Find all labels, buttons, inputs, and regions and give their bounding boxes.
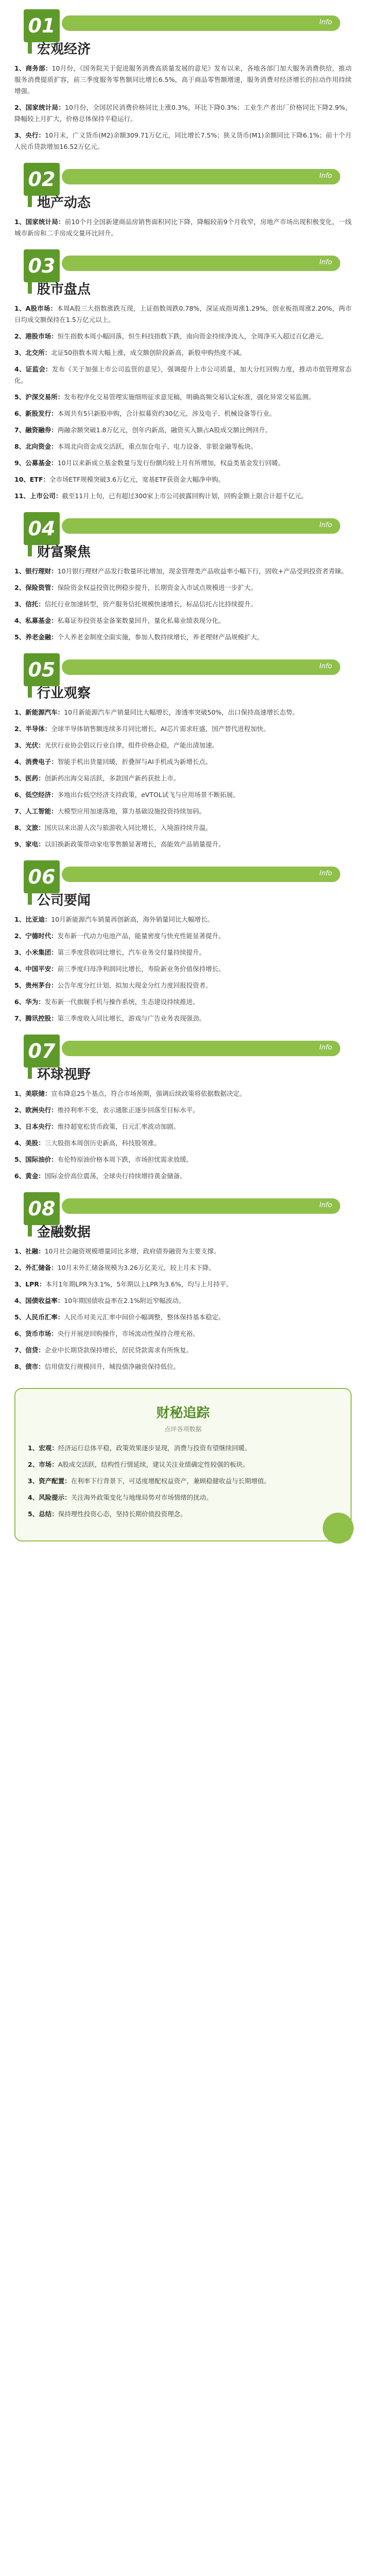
news-item — [14, 347, 352, 359]
news-item-text: 两融余额突破1.8万亿元，创年内新高，融资买入额占A股成交额比例回升。 — [57, 426, 272, 434]
section-05 — [0, 648, 366, 850]
news-item-head: 10、ETF： — [14, 476, 49, 483]
news-item-text: 第三季度营收同比增长，汽车业务交付量持续提升。 — [57, 948, 206, 956]
news-item-head: 9、公募基金： — [14, 459, 58, 467]
news-item-text: 大模型应用加速落地，算力基础设施投资持续加码。 — [57, 807, 206, 815]
news-item-head: 9、家电： — [14, 840, 45, 848]
footer-item-text: 经济运行总体平稳，政策效果逐步显现，消费与投资有望继续回暖。 — [58, 1444, 251, 1452]
news-item-text: 恒生指数本周小幅回落，恒生科技指数下跌，南向资金持续净流入，全周净买入超过百亿港元。 — [57, 332, 328, 340]
section-items — [14, 207, 352, 239]
news-item — [14, 806, 352, 817]
title-marker — [28, 686, 32, 698]
section-banner — [62, 15, 340, 31]
section-02 — [0, 158, 366, 239]
section-07 — [0, 1029, 366, 1182]
news-item-text: 宣布降息25个基点，符合市场预期，强调后续政策将依据数据决定。 — [51, 1090, 246, 1097]
news-item-text: 信用债发行规模回升，城投债净融资保持低位。 — [44, 1363, 180, 1370]
news-item-head: 3、央行： — [14, 131, 45, 139]
section-01 — [0, 4, 366, 152]
section-title — [28, 544, 91, 560]
section-header — [14, 507, 352, 560]
news-item — [14, 599, 352, 610]
news-item — [14, 1312, 352, 1323]
news-item — [14, 303, 352, 326]
news-item-text: 信托行业加速转型，资产服务信托规模快速增长，标品信托占比持续提升。 — [44, 600, 257, 608]
news-item — [14, 723, 352, 735]
section-tag: Info — [319, 1201, 332, 1209]
section-banner — [62, 169, 340, 184]
news-item-head: 3、信托： — [14, 600, 45, 608]
news-item — [14, 1361, 352, 1372]
news-item-head: 7、人工智能： — [14, 807, 58, 815]
news-item-text: 本月1年期LPR为3.1%，5年期以上LPR为3.6%，均与上月持平。 — [45, 1280, 233, 1288]
section-title-text: 金融数据 — [37, 1224, 91, 1240]
news-item-head: 2、国家统计局： — [14, 104, 65, 111]
news-item — [14, 130, 352, 152]
news-item-text: 发布新一代动力电池产品，能量密度与快充性能显著提升。 — [57, 932, 225, 940]
news-item-text: 央行开展逆回购操作，市场流动性保持合理充裕。 — [57, 1330, 199, 1337]
news-item-head: 2、欧洲央行： — [14, 1106, 58, 1114]
news-item-head: 3、小米集团： — [14, 948, 58, 956]
news-item-text: 个人养老金制度全面实施，参加人数持续增长，养老理财产品规模扩大。 — [57, 633, 264, 641]
section-tag: Info — [319, 870, 332, 877]
news-item-text: 以旧换新政策带动家电零售额显著增长，高能效产品销量提升。 — [44, 840, 225, 848]
section-title-text: 行业观察 — [37, 685, 91, 701]
title-marker — [28, 282, 32, 294]
footer-item-text: 关注海外政策变化与地缘局势对市场情绪的扰动。 — [71, 1494, 213, 1501]
news-item-head: 2、港股市场： — [14, 332, 58, 340]
section-header — [14, 4, 352, 57]
news-item-text: 全球半导体销售额连续多月同比增长，AI芯片需求旺盛，国产替代进程加快。 — [51, 725, 270, 733]
section-title-text: 股市盘点 — [37, 281, 91, 297]
news-item-head: 4、消费电子： — [14, 758, 58, 766]
footer-badge-decoration — [323, 1513, 354, 1544]
news-item — [14, 740, 352, 751]
news-item — [14, 582, 352, 594]
news-item-head: 1、美联储： — [14, 1090, 51, 1097]
news-item-text: 智能手机出货量回暖，折叠屏与AI手机成为新增长点。 — [57, 758, 212, 766]
news-item-head: 1、银行理财： — [14, 567, 58, 575]
news-item-head: 4、证监会： — [14, 365, 52, 373]
news-item-head: 5、医药： — [14, 774, 45, 782]
footer-title: 财秘追踪 — [156, 1405, 210, 1421]
section-items — [14, 905, 352, 1024]
news-item-text: 10月以来新成立基金数量与发行份额均较上月有所增加，权益类基金发行回暖。 — [57, 459, 285, 467]
news-item — [14, 1138, 352, 1149]
news-item-head: 1、A股市场： — [14, 304, 57, 312]
news-item-head: 8、债市： — [14, 1363, 45, 1370]
news-item-text: 国际金价高位震荡，全球央行持续增持黄金储备。 — [44, 1172, 186, 1180]
section-banner — [62, 659, 340, 675]
news-item — [14, 1088, 352, 1099]
news-item — [14, 996, 352, 1008]
title-marker — [28, 893, 32, 905]
footer-item-text: 在利率下行背景下，可适度增配权益资产，兼顾稳健收益与长期增值。 — [71, 1477, 271, 1485]
section-items — [14, 1079, 352, 1182]
news-item-text: 发布程序化交易管理实施细则征求意见稿，明确高频交易认定标准，强化异常交易监测。 — [64, 393, 315, 401]
news-item — [14, 773, 352, 784]
footer-subtitle: 点评各项数据 — [164, 1426, 202, 1433]
news-item — [14, 1154, 352, 1165]
section-tag: Info — [319, 19, 332, 26]
news-item — [14, 63, 352, 97]
section-number: 01 — [24, 9, 60, 42]
footer-item-text: 保持理性投资心态，坚持长期价值投资理念。 — [58, 1510, 187, 1518]
news-item-head: 1、商务部： — [14, 64, 52, 72]
news-item-text: 10月新能源汽车产销量同比大幅增长，渗透率突破50%，出口保持高速增长态势。 — [64, 708, 299, 716]
news-item-head: 1、比亚迪： — [14, 916, 51, 923]
news-item-text: 发布新一代旗舰手机与操作系统，生态建设持续推进。 — [44, 998, 199, 1006]
news-item-head: 7、融资融券： — [14, 426, 58, 434]
section-number: 03 — [24, 249, 60, 282]
section-title — [28, 1224, 91, 1240]
news-item-head: 2、半导体： — [14, 725, 51, 733]
news-item-head: 5、养老金融： — [14, 633, 58, 641]
section-06 — [0, 855, 366, 1024]
news-item-text: 保险资金权益投资比例稳步提升，长期资金入市试点规模进一步扩大。 — [57, 584, 257, 591]
news-item — [14, 474, 352, 485]
news-item-head: 4、美股： — [14, 1139, 45, 1147]
section-tag: Info — [319, 172, 332, 180]
section-tag: Info — [319, 663, 332, 670]
footer-item-head: 4、风险提示： — [28, 1494, 71, 1501]
news-item-head: 3、日本央行： — [14, 1123, 58, 1130]
title-marker — [28, 1067, 32, 1079]
news-item-head: 2、外汇储备： — [14, 1264, 58, 1272]
news-item-text: 布伦特原油价格本周下跌，市场担忧需求放缓。 — [57, 1156, 193, 1163]
section-title-text: 环球视野 — [37, 1066, 91, 1082]
section-number: 08 — [24, 1192, 60, 1225]
news-item — [14, 1013, 352, 1024]
news-item-text: 维持超宽松货币政策，日元汇率波动加剧。 — [57, 1123, 180, 1130]
section-title — [28, 195, 91, 211]
news-item — [14, 490, 352, 502]
news-item — [14, 822, 352, 834]
news-item — [14, 457, 352, 469]
section-items — [14, 556, 352, 643]
news-item-head: 4、国债收益率： — [14, 1297, 64, 1304]
news-item-text: 10月新能源汽车销量再创新高，海外销量同比大幅增长。 — [51, 916, 214, 923]
section-title-text: 公司要闻 — [37, 892, 91, 908]
section-number: 07 — [24, 1035, 60, 1067]
news-item-head: 1、国家统计局： — [14, 218, 65, 226]
section-banner — [62, 256, 340, 271]
footer-item — [28, 1443, 338, 1454]
news-item-head: 4、私募基金： — [14, 617, 58, 624]
section-number: 02 — [24, 163, 60, 196]
news-item — [14, 216, 352, 239]
news-item-text: 10月末，广义货币(M2)余额309.71万亿元，同比增长7.5%；狭义货币(M1)余额同比下降6.1%；前十个月人民币贷款增加16.52万亿元。 — [14, 131, 352, 150]
news-item-head: 2、保险资管： — [14, 584, 58, 591]
news-item-text: 前三季度归母净利润同比增长，寿险新业务价值保持增长。 — [57, 965, 225, 973]
section-title — [28, 1066, 91, 1082]
news-item-text: 北证50指数本周大幅上涨，成交额创阶段新高，新股申购热度不减。 — [51, 349, 246, 357]
section-header — [14, 244, 352, 297]
footer-item-head: 1、宏观： — [28, 1444, 58, 1452]
news-item-text: 本周北向资金成交活跃，重点加仓电子、电力设备、非银金融等板块。 — [57, 443, 257, 450]
section-number: 06 — [24, 860, 60, 893]
section-tag: Info — [319, 521, 332, 529]
news-item-head: 8、北向资金： — [14, 443, 58, 450]
news-item-head: 1、社融： — [14, 1247, 45, 1255]
news-item — [14, 632, 352, 643]
news-item — [14, 615, 352, 626]
news-item — [14, 839, 352, 850]
news-item-head: 6、新股发行： — [14, 410, 58, 417]
news-item — [14, 102, 352, 125]
news-item — [14, 914, 352, 925]
news-item-text: 企业中长期贷款保持增长，居民贷款需求有所恢复。 — [44, 1346, 193, 1354]
news-item-head: 1、新能源汽车： — [14, 708, 64, 716]
sections-container — [0, 4, 366, 1372]
news-item — [14, 947, 352, 958]
news-item-text: 截至11月上旬，已有超过300家上市公司披露回购计划，回购金额上限合计超千亿元。 — [62, 492, 308, 500]
news-item — [14, 756, 352, 768]
section-header — [14, 1187, 352, 1240]
news-item-text: 10月份，《国务院关于促进服务消费高质量发展的意见》发布以来，各地各部门加大服务消费供给，推动服务消费提质扩容，前三季度服务零售额同比增长6.5%，高于商品零售额增速，服务消费对经济增长的拉动作用持续增强。 — [14, 64, 352, 95]
news-item-head: 2、宁德时代： — [14, 932, 58, 940]
news-item — [14, 1279, 352, 1290]
news-item — [14, 1345, 352, 1356]
news-item-text: 前10个月全国新建商品房销售面积同比下降，降幅较前9个月收窄，房地产市场出现积极变化，一线城市新房和二手房成交量环比回升。 — [14, 218, 352, 237]
title-marker — [28, 196, 32, 207]
news-item-text: 私募证券投资基金备案数量回升，量化私募业绩表现分化。 — [57, 617, 225, 624]
section-03 — [0, 244, 366, 502]
news-item-text: 10月份，全国居民消费价格同比上涨0.3%，环比下降0.3%；工业生产者出厂价格同比下降2.9%，降幅较上月扩大，价格总体保持平稳运行。 — [14, 104, 352, 123]
news-item-text: 10年期国债收益率在2.1%附近窄幅波动。 — [64, 1297, 185, 1304]
news-item — [14, 1295, 352, 1307]
news-item-text: 10月银行理财产品发行数量环比增加，现金管理类产品收益率小幅下行，固收+产品受到投资者青睐。 — [57, 567, 348, 575]
section-number: 05 — [24, 653, 60, 686]
news-item — [14, 364, 352, 386]
news-item — [14, 1105, 352, 1116]
section-title-text: 财富聚焦 — [37, 544, 91, 560]
news-item-head: 5、人民币汇率： — [14, 1313, 64, 1321]
section-banner — [62, 867, 340, 882]
news-item-head: 11、上市公司： — [14, 492, 62, 500]
news-item-text: 全市场ETF规模突破3.6万亿元，宽基ETF获资金大幅净申购。 — [49, 476, 225, 483]
section-tag: Info — [319, 1044, 332, 1052]
news-item-head: 7、腾讯控股： — [14, 1014, 58, 1022]
footer-item-head: 5、总结： — [28, 1510, 58, 1518]
news-item-text: 三大股指本周创历史新高，科技股领涨。 — [44, 1139, 161, 1147]
news-item-text: 维持利率不变，表示通胀正逐步回落至目标水平。 — [57, 1106, 199, 1114]
news-item-head: 7、信贷： — [14, 1346, 45, 1354]
news-item-text: 创新药出海交易活跃，多款国产新药获批上市。 — [44, 774, 180, 782]
news-item — [14, 331, 352, 342]
section-header — [14, 648, 352, 701]
section-08 — [0, 1187, 366, 1372]
footer-item-head: 2、市场： — [28, 1461, 58, 1468]
news-item-text: 人民币对美元汇率中间价小幅调整，整体保持基本稳定。 — [64, 1313, 225, 1321]
section-title — [28, 41, 91, 57]
section-banner — [62, 518, 340, 534]
news-item-text: 10月社会融资规模增量同比多增，政府债券融资为主要支撑。 — [44, 1247, 220, 1255]
section-title — [28, 892, 91, 908]
news-item — [14, 963, 352, 975]
news-item-head: 3、LPR： — [14, 1280, 46, 1288]
footer-panel — [14, 1388, 352, 1541]
news-item — [14, 566, 352, 577]
section-title-text: 宏观经济 — [37, 41, 91, 57]
news-item-head: 6、低空经济： — [14, 791, 58, 799]
news-item — [14, 392, 352, 403]
news-item-head: 5、沪深交易所： — [14, 393, 64, 401]
title-marker — [28, 42, 32, 54]
section-banner — [62, 1041, 340, 1056]
section-header — [14, 158, 352, 211]
news-item — [14, 1328, 352, 1340]
news-item-head: 3、光伏： — [14, 741, 45, 749]
footer-item-text: A股成交活跃，结构性行情延续，建议关注业绩确定性较强的板块。 — [58, 1461, 249, 1468]
news-item-head: 6、黄金： — [14, 1172, 45, 1180]
footer-item — [28, 1476, 338, 1487]
news-item — [14, 1121, 352, 1132]
news-item-text: 公告年度分红计划，拟加大现金分红力度回报投资者。 — [57, 981, 212, 989]
news-item-text: 本周A股三大指数涨跌互现，上证指数周跌0.78%，深证成指周涨1.29%，创业板指周涨2.20%，两市日均成交额保持在1.5万亿元以上。 — [14, 304, 352, 324]
news-item — [14, 930, 352, 942]
section-tag: Info — [319, 259, 332, 266]
news-item-text: 第三季度收入同比增长，游戏与广告业务表现强劲。 — [57, 1014, 206, 1022]
title-marker — [28, 545, 32, 556]
section-title — [28, 281, 91, 297]
news-item-head: 6、华为： — [14, 998, 45, 1006]
news-item-head: 5、国际油价： — [14, 1156, 58, 1163]
news-item — [14, 707, 352, 718]
section-04 — [0, 507, 366, 643]
news-item-text: 本周共有5只新股申购，合计拟募资约30亿元，涉及电子、机械设备等行业。 — [57, 410, 276, 417]
news-item-head: 6、货币市场： — [14, 1330, 58, 1337]
news-item — [14, 1171, 352, 1182]
section-banner — [62, 1198, 340, 1214]
news-item-text: 光伏行业协会倡议行业自律，组件价格企稳，产能出清加速。 — [44, 741, 219, 749]
news-item — [14, 980, 352, 991]
news-item-text: 国庆以来出游人次与旅游收入同比增长，入境游持续升温。 — [44, 824, 212, 832]
news-item-head: 4、中国平安： — [14, 965, 58, 973]
news-item — [14, 408, 352, 419]
section-header — [14, 855, 352, 908]
news-item — [14, 789, 352, 801]
section-title-text: 地产动态 — [37, 195, 91, 211]
news-item — [14, 425, 352, 436]
section-items — [14, 54, 352, 152]
section-header — [14, 1029, 352, 1082]
section-title — [28, 685, 91, 701]
footer-items — [28, 1443, 338, 1520]
section-number: 04 — [24, 512, 60, 545]
section-items — [14, 698, 352, 850]
news-item-head: 5、贵州茅台： — [14, 981, 58, 989]
title-marker — [28, 1225, 32, 1236]
footer-item — [28, 1509, 338, 1520]
section-items — [14, 1236, 352, 1372]
section-items — [14, 294, 352, 502]
news-item — [14, 441, 352, 452]
news-item-head: 8、文旅： — [14, 824, 45, 832]
news-item-text: 多地出台低空经济支持政策，eVTOL试飞与应用场景不断拓展。 — [57, 791, 239, 799]
news-item-head: 3、北交所： — [14, 349, 51, 357]
news-item — [14, 1246, 352, 1257]
news-item-text: 10月末外汇储备规模为3.26万亿美元，较上月末下降。 — [57, 1264, 215, 1272]
news-item — [14, 1262, 352, 1274]
footer-item — [28, 1459, 338, 1470]
news-item-text: 发布《关于加强上市公司监管的意见》，强调提升上市公司质量，加大分红回购力度，推动市值管理常态化。 — [14, 365, 352, 384]
footer-item — [28, 1492, 338, 1503]
footer-item-head: 3、资产配置： — [28, 1477, 71, 1485]
